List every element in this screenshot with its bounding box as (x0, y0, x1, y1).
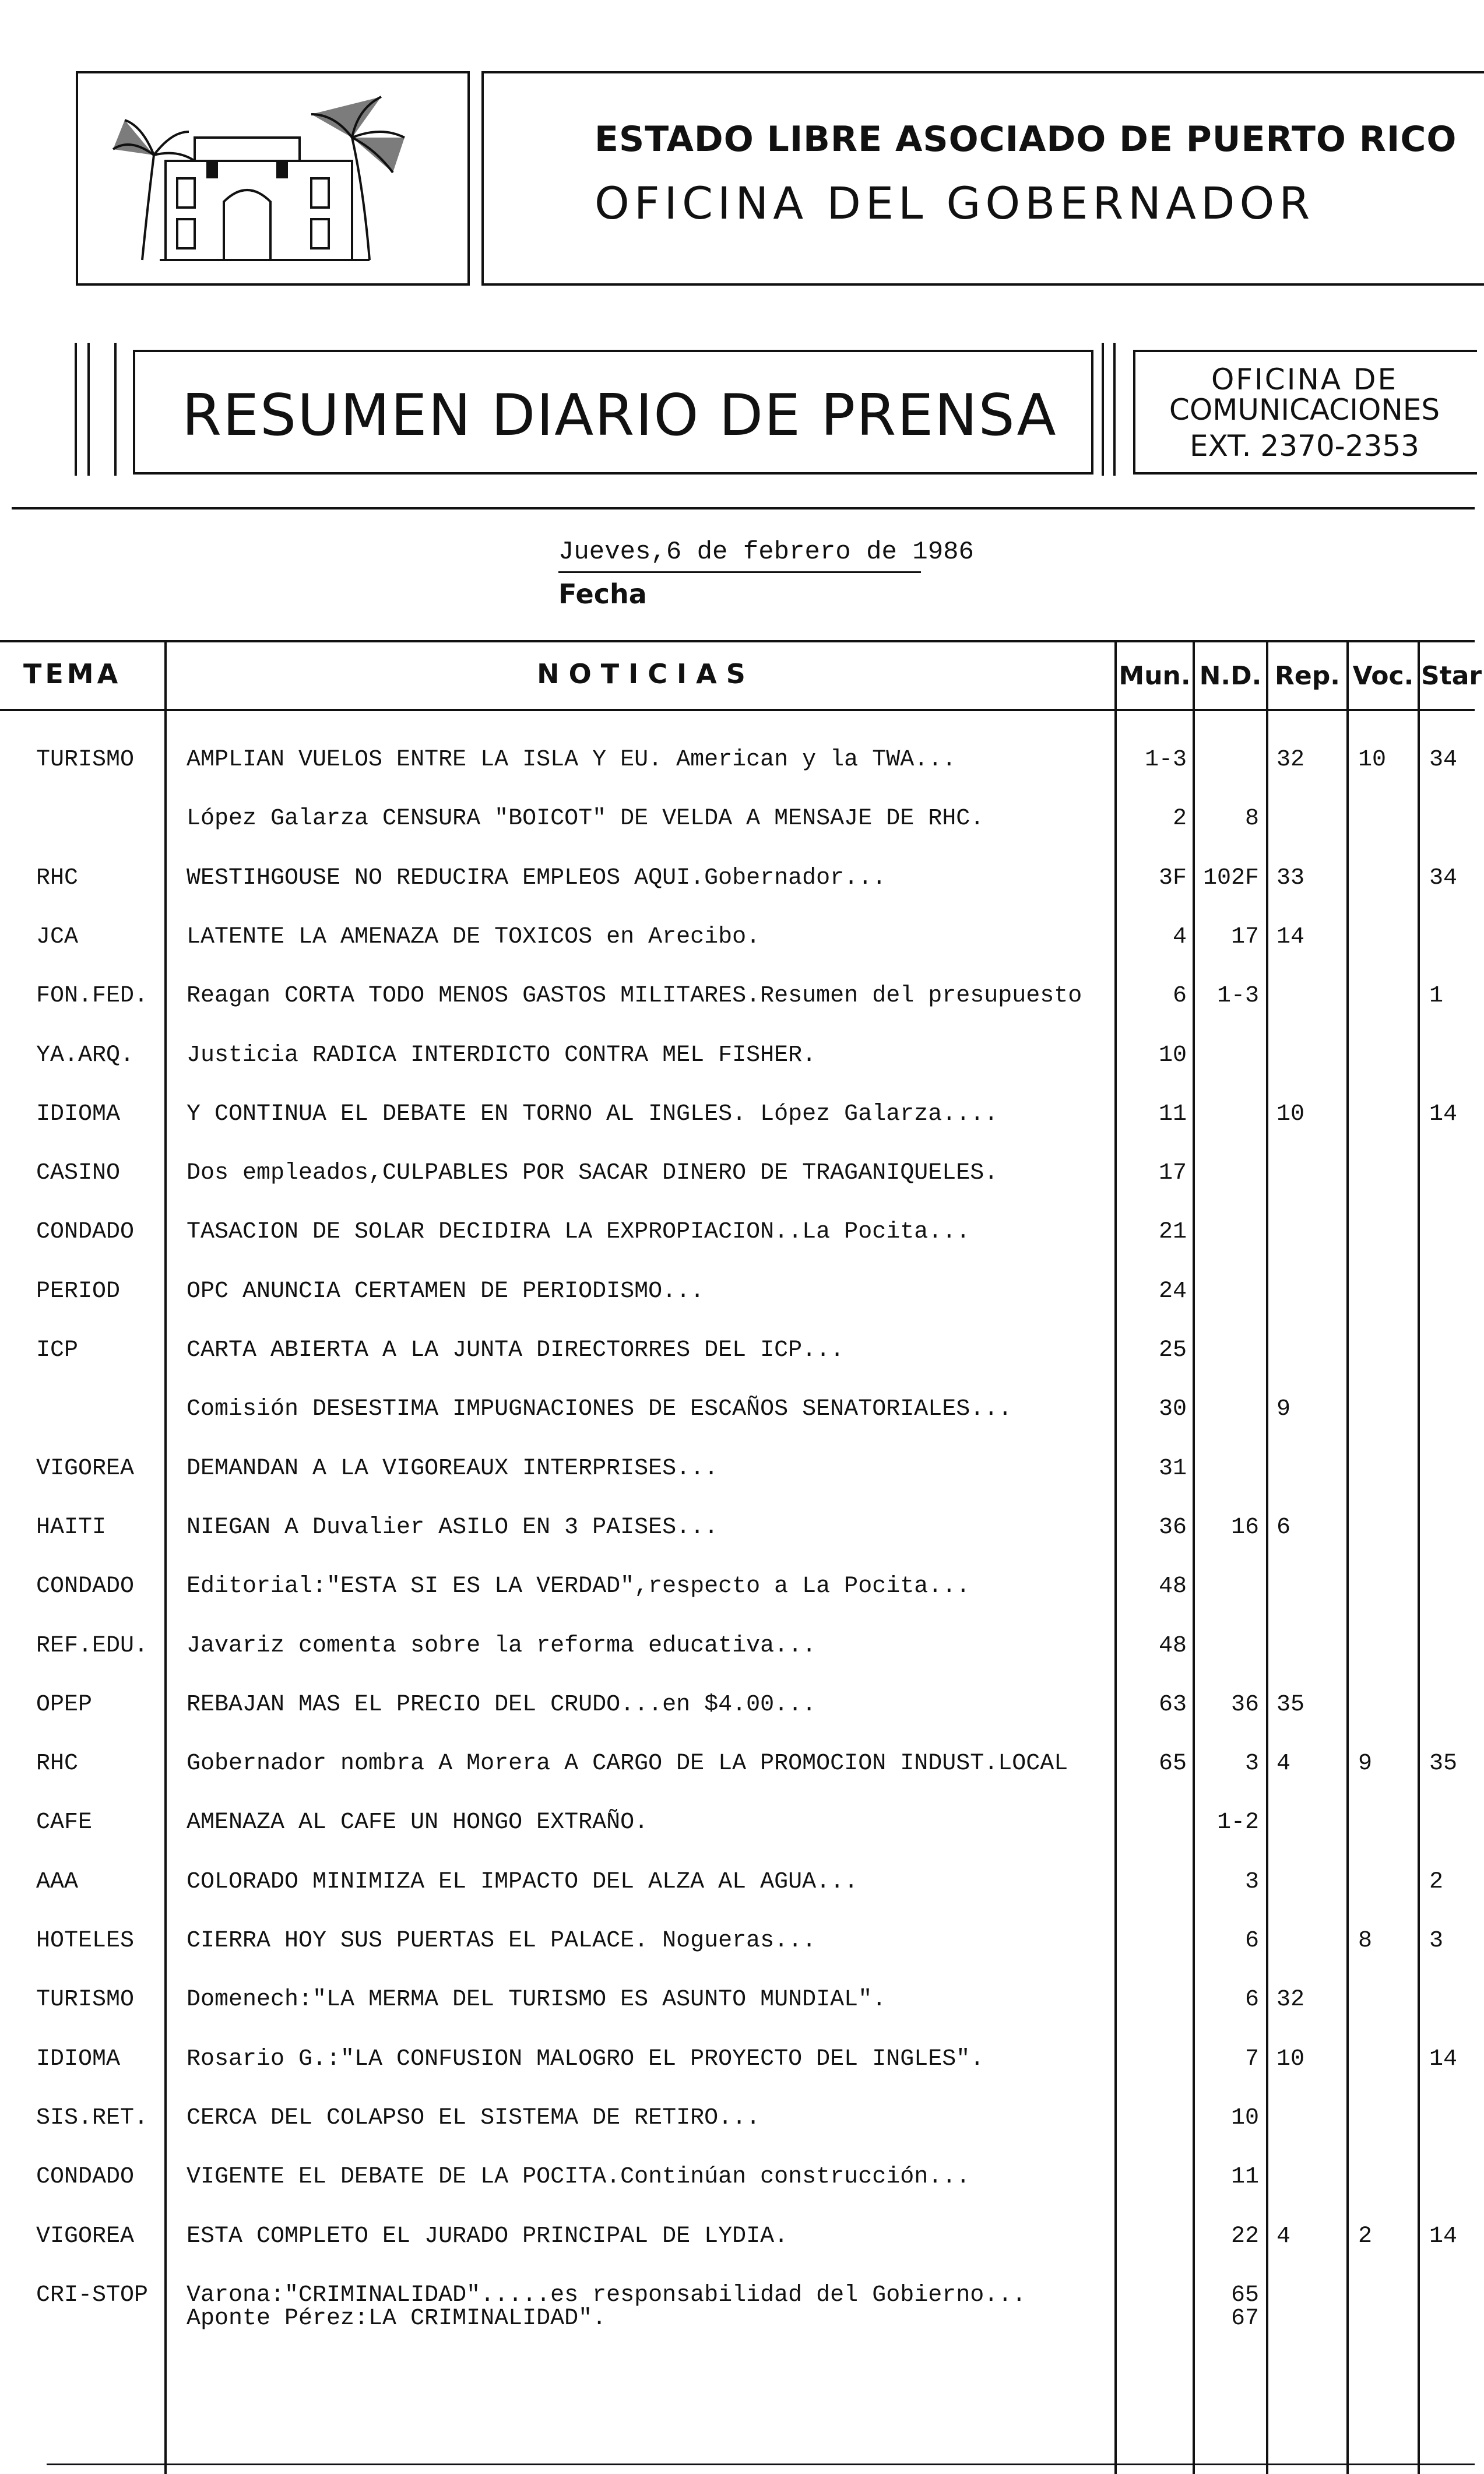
cell-noticia: WESTIHGOUSE NO REDUCIRA EMPLEOS AQUI.Gobernador... (187, 865, 887, 891)
cell-noticia: AMENAZA AL CAFE UN HONGO EXTRAÑO. (187, 1809, 649, 1836)
cell-mun: 25 (1158, 1337, 1187, 1363)
bottom-line (47, 2464, 1475, 2465)
cell-tema: PERIOD (36, 1278, 121, 1305)
cell-tema: VIGOREA (36, 1455, 135, 1482)
cell-voc: 2 (1358, 2223, 1373, 2250)
cell-nd: 65 (1230, 2282, 1259, 2308)
cell-tema: TURISMO (36, 747, 135, 773)
date-label: Fecha (558, 578, 647, 610)
banner-box (133, 350, 1093, 475)
cell-star: 3 (1429, 1928, 1444, 1954)
cell-nd: 10 (1230, 2104, 1259, 2131)
cell-mun: 63 (1158, 1691, 1187, 1718)
cell-noticia: CIERRA HOY SUS PUERTAS EL PALACE. Nogueras... (187, 1928, 817, 1954)
cell-tema: RHC (36, 1751, 79, 1777)
cell-nd: 3 (1244, 1751, 1259, 1777)
cell-noticia: Reagan CORTA TODO MENOS GASTOS MILITARES.Resumen del presupuesto (187, 983, 1082, 1010)
cell-noticia: Y CONTINUA EL DEBATE EN TORNO AL INGLES. López Galarza.... (187, 1101, 998, 1127)
cell-star: 1 (1429, 983, 1444, 1010)
cell-rep: 35 (1276, 1691, 1305, 1718)
cell-tema: CONDADO (36, 1573, 135, 1600)
office-line1: OFICINA DE (1211, 363, 1398, 396)
cell-noticia: CARTA ABIERTA A LA JUNTA DIRECTORRES DEL ICP... (187, 1337, 845, 1363)
cell-mun: 48 (1158, 1632, 1187, 1659)
cell-tema: CRI-STOP (36, 2282, 149, 2308)
cell-star: 14 (1429, 2046, 1458, 2072)
cell-nd: 1-2 (1216, 1809, 1259, 1836)
office-line2: COMUNICACIONES (1169, 393, 1440, 427)
cell-nd: 6 (1244, 1928, 1259, 1954)
cell-nd: 16 (1230, 1514, 1259, 1541)
cell-mun: 1-3 (1144, 747, 1187, 773)
cell-rep: 10 (1276, 1101, 1305, 1127)
cell-tema: JCA (36, 923, 79, 950)
cell-nd: 36 (1230, 1691, 1259, 1718)
cell-noticia: REBAJAN MAS EL PRECIO DEL CRUDO...en $4.00... (187, 1691, 817, 1718)
cell-nd: 6 (1244, 1987, 1259, 2013)
cell-nd: 1-3 (1216, 983, 1259, 1010)
cell-tema: FON.FED. (36, 983, 149, 1010)
header-tema: TEMA (23, 658, 122, 690)
cell-mun: 6 (1172, 983, 1187, 1010)
cell-voc: 8 (1358, 1928, 1373, 1954)
cell-noticia-line2: Aponte Pérez:LA CRIMINALIDAD". (187, 2305, 607, 2332)
cell-noticia: Justicia RADICA INTERDICTO CONTRA MEL FISHER. (187, 1042, 817, 1069)
cell-noticia: DEMANDAN A LA VIGOREAUX INTERPRISES... (187, 1455, 719, 1482)
cell-tema: CONDADO (36, 2164, 135, 2191)
cell-mun: 11 (1158, 1101, 1187, 1127)
cell-rep: 32 (1276, 1987, 1305, 2013)
cell-nd: 7 (1244, 2046, 1259, 2072)
cell-rep: 10 (1276, 2046, 1305, 2072)
cell-star: 2 (1429, 1868, 1444, 1895)
cell-tema: IDIOMA (36, 2046, 121, 2072)
cell-tema: YA.ARQ. (36, 1042, 135, 1069)
header-voc: Voc. (1352, 661, 1414, 691)
header-nd: N.D. (1199, 661, 1262, 691)
cell-noticia: CERCA DEL COLAPSO EL SISTEMA DE RETIRO... (187, 2104, 761, 2131)
cell-tema: CONDADO (36, 1219, 135, 1246)
cell-rep: 33 (1276, 865, 1305, 891)
cell-mun: 2 (1172, 806, 1187, 832)
cell-tema: HOTELES (36, 1928, 135, 1954)
cell-star: 34 (1429, 865, 1458, 891)
cell-nd: 102F (1202, 865, 1259, 891)
cell-mun: 31 (1158, 1455, 1187, 1482)
cell-nd: 3 (1244, 1868, 1259, 1895)
cell-nd: 17 (1230, 923, 1259, 950)
banner-title: RESUMEN DIARIO DE PRENSA (182, 382, 1057, 449)
cell-tema: CAFE (36, 1809, 93, 1836)
cell-noticia: COLORADO MINIMIZA EL IMPACTO DEL ALZA AL AGUA... (187, 1868, 859, 1895)
cell-tema: VIGOREA (36, 2223, 135, 2250)
cell-noticia: Editorial:"ESTA SI ES LA VERDAD",respecto a La Pocita... (187, 1573, 970, 1600)
cell-noticia: TASACION DE SOLAR DECIDIRA LA EXPROPIACION..La Pocita... (187, 1219, 970, 1246)
cell-voc: 9 (1358, 1751, 1373, 1777)
logo-box (76, 71, 470, 286)
cell-noticia: Rosario G.:"LA CONFUSION MALOGRO EL PROYECTO DEL INGLES". (187, 2046, 984, 2072)
cell-noticia: Dos empleados,CULPABLES POR SACAR DINERO DE TRAGANIQUELES. (187, 1160, 998, 1187)
cell-tema: TURISMO (36, 1987, 135, 2013)
header-rep: Rep. (1275, 661, 1340, 691)
office-line3: EXT. 2370-2353 (1190, 429, 1419, 463)
cell-nd: 8 (1244, 806, 1259, 832)
header-mun: Mun. (1119, 661, 1191, 691)
cell-noticia: Domenech:"LA MERMA DEL TURISMO ES ASUNTO MUNDIAL". (187, 1987, 887, 2013)
cell-mun: 17 (1158, 1160, 1187, 1187)
cell-rep: 14 (1276, 923, 1305, 950)
table-header-line (0, 709, 1475, 711)
cell-tema: CASINO (36, 1160, 121, 1187)
cell-mun: 30 (1158, 1396, 1187, 1423)
header-star: Star (1421, 661, 1482, 691)
agency-name: ESTADO LIBRE ASOCIADO DE PUERTO RICO (595, 119, 1457, 160)
cell-rep: 4 (1276, 1751, 1291, 1777)
cell-mun: 4 (1172, 923, 1187, 950)
cell-voc: 10 (1358, 747, 1387, 773)
cell-mun: 36 (1158, 1514, 1187, 1541)
office-name: OFICINA DEL GOBERNADOR (595, 177, 1315, 229)
office-contact-box (1133, 350, 1477, 475)
cell-star: 34 (1429, 747, 1458, 773)
cell-tema: REF.EDU. (36, 1632, 149, 1659)
cell-rep: 4 (1276, 2223, 1291, 2250)
cell-mun: 65 (1158, 1751, 1187, 1777)
cell-noticia: VIGENTE EL DEBATE DE LA POCITA.Continúan construcción... (187, 2164, 970, 2191)
cell-noticia: López Galarza CENSURA "BOICOT" DE VELDA A MENSAJE DE RHC. (187, 806, 984, 832)
cell-rep: 9 (1276, 1396, 1291, 1423)
cell-noticia: ESTA COMPLETO EL JURADO PRINCIPAL DE LYDIA. (187, 2223, 789, 2250)
cell-noticia: NIEGAN A Duvalier ASILO EN 3 PAISES... (187, 1514, 719, 1541)
cell-noticia: Comisión DESESTIMA IMPUGNACIONES DE ESCAÑOS SENATORIALES... (187, 1396, 1012, 1423)
fortaleza-logo-icon (78, 73, 467, 283)
header-noticias: N O T I C I A S (537, 658, 745, 690)
agency-title-box (481, 71, 1484, 286)
cell-noticia: Varona:"CRIMINALIDAD".....es responsabilidad del Gobierno... (187, 2282, 1026, 2308)
cell-star: 35 (1429, 1751, 1458, 1777)
date-value: Jueves,6 de febrero de 1986 (558, 537, 974, 567)
cell-noticia: Gobernador nombra A Morera A CARGO DE LA PROMOCION INDUST.LOCAL (187, 1751, 1068, 1777)
cell-tema: ICP (36, 1337, 79, 1363)
cell-tema: RHC (36, 865, 79, 891)
cell-tema: OPEP (36, 1691, 93, 1718)
cell-mun: 10 (1158, 1042, 1187, 1069)
cell-nd: 22 (1230, 2223, 1259, 2250)
cell-noticia: OPC ANUNCIA CERTAMEN DE PERIODISMO... (187, 1278, 705, 1305)
cell-tema: IDIOMA (36, 1101, 121, 1127)
cell-tema: AAA (36, 1868, 79, 1895)
cell-nd-line2: 67 (1230, 2305, 1259, 2332)
table-top-line (0, 640, 1475, 642)
cell-rep: 32 (1276, 747, 1305, 773)
date-underline (558, 571, 921, 573)
cell-noticia: Javariz comenta sobre la reforma educativa... (187, 1632, 817, 1659)
cell-star: 14 (1429, 1101, 1458, 1127)
cell-rep: 6 (1276, 1514, 1291, 1541)
header-divider (12, 507, 1475, 509)
cell-noticia: AMPLIAN VUELOS ENTRE LA ISLA Y EU. American y la TWA... (187, 747, 956, 773)
cell-tema: HAITI (36, 1514, 107, 1541)
cell-tema: SIS.RET. (36, 2104, 149, 2131)
cell-nd: 11 (1230, 2164, 1259, 2191)
cell-noticia: LATENTE LA AMENAZA DE TOXICOS en Arecibo. (187, 923, 761, 950)
cell-mun: 3F (1158, 865, 1187, 891)
cell-mun: 21 (1158, 1219, 1187, 1246)
cell-mun: 24 (1158, 1278, 1187, 1305)
cell-star: 14 (1429, 2223, 1458, 2250)
cell-mun: 48 (1158, 1573, 1187, 1600)
